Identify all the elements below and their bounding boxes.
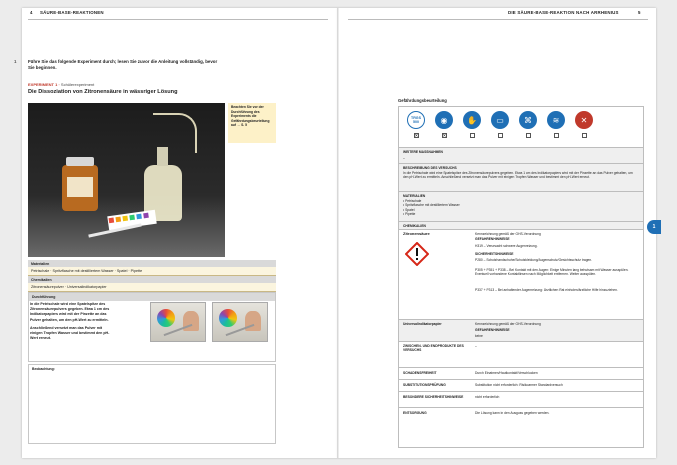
task-number: 1 bbox=[14, 59, 17, 64]
assessment-table bbox=[398, 106, 644, 448]
chemicals-heading: Chemikalien bbox=[28, 276, 276, 284]
row-materialien bbox=[399, 191, 643, 221]
experiment-label: EXPERIMENT 1 · Schülerexperiment bbox=[28, 82, 95, 87]
chem2-line3: keine bbox=[475, 334, 483, 338]
zwischen-label: ZWISCHEN- UND ENDPRODUKTE DES VERSUCHS bbox=[403, 344, 464, 353]
chemikalien-label: CHEMIKALIEN bbox=[403, 224, 426, 228]
side-note: Beachten Sie vor der Durchführung des Experiments die Gefährdungsbeurteilung auf → S. 5 bbox=[228, 103, 276, 143]
row-universalindikator bbox=[399, 319, 643, 341]
pictogram-item bbox=[433, 111, 455, 138]
pictogram-item bbox=[405, 111, 427, 138]
materialien-item: • Spatel bbox=[403, 207, 415, 212]
beschreibung-text: In die Petrischale wird eine Spatelspitze des Zitronensäurepulvers gegeben. Etwa 1 cm des Indikatorpapiers wird mit der Pinzette an das Pulver gehalten, um den pH-Wert zu ermitteln. Anschließend versetzt man das Pulver mit einigen Tropfen Wasser und bestimmt den pH-Wert erneut. bbox=[403, 171, 633, 180]
gloves-icon: ✋ bbox=[463, 111, 481, 129]
chapter-tab[interactable]: 1 bbox=[647, 220, 661, 234]
pictogram-item bbox=[489, 111, 511, 138]
ghs-exclamation-icon bbox=[405, 242, 429, 266]
chem-line5: P280 – Schutzhandschuhe/Schutzkleidung/Augenschutz/Gesichtsschutz tragen. bbox=[475, 258, 593, 262]
schaden-value: Durch Einatmen/Hautkontakt/Verschlucken bbox=[475, 371, 538, 375]
materialien-item: • Petrischale bbox=[403, 199, 422, 203]
experiment-title: Die Dissoziation von Zitronensäure in wässriger Lösung bbox=[28, 89, 178, 95]
row-zwischenprodukte bbox=[399, 341, 643, 367]
jar-label bbox=[67, 177, 93, 197]
pictogram-checkbox[interactable] bbox=[498, 133, 503, 138]
book-spine bbox=[337, 8, 339, 458]
row-beschreibung bbox=[399, 163, 643, 191]
chem-line2: GEFAHRENHINWEISE bbox=[475, 237, 510, 241]
observation-box[interactable] bbox=[28, 364, 276, 444]
chem-line1: Kennzeichnung gemäß der GHS-Verordnung bbox=[475, 232, 541, 236]
fume-hood-icon: ▭ bbox=[491, 111, 509, 129]
pictogram-checkbox[interactable] bbox=[582, 133, 587, 138]
materials-items: Petrischale · Spritzflasche mit destilliertem Wasser · Spatel · Pipette bbox=[31, 269, 143, 273]
materialien-item: • Pipette bbox=[403, 211, 416, 216]
goggles-icon: ◉ bbox=[435, 111, 453, 129]
pictogram-row bbox=[405, 111, 595, 138]
weitere-label: WEITERE MASSNAHMEN bbox=[403, 150, 443, 154]
procedure-p2: Anschließend versetzt man das Pulver mit einigen Tropfen Wasser und bestimmt den pH-Wert erneut. bbox=[30, 325, 110, 341]
procedure-text bbox=[30, 302, 114, 341]
besondere-label: BESONDERE SICHERHEITSHINWEISE bbox=[403, 395, 464, 399]
right-page-number: 5 bbox=[638, 10, 641, 15]
materialien-label: MATERIALIEN bbox=[403, 194, 426, 198]
chem2-line2: GEFAHRENHINWEISE bbox=[475, 328, 510, 332]
materials-heading: Materialien bbox=[28, 260, 276, 268]
procedure-photo-2 bbox=[212, 302, 268, 342]
pictogram-checkbox[interactable] bbox=[470, 133, 475, 138]
row-zitronensaeure bbox=[399, 229, 643, 319]
chemicals-row bbox=[28, 283, 276, 292]
observation-label: Beobachtung: bbox=[32, 367, 55, 371]
pictogram-checkbox[interactable] bbox=[554, 133, 559, 138]
assessment-title: Gefährdungsbeurteilung bbox=[398, 98, 447, 103]
pictogram-item bbox=[461, 111, 483, 138]
subst-label: SUBSTITUTIONSPRÜFUNG bbox=[403, 383, 446, 387]
chem-line6: P305 + P351 + P338 – Bei Kontakt mit den Augen: Einige Minuten lang behutsam mit Wasser ausspülen. Eventuell vorhandene Kontaktlinsen nach Möglichkeit entfernen. Weiter ausspülen. bbox=[475, 268, 629, 277]
chem2-line1: Kennzeichnung gemäß der GHS-Verordnung bbox=[475, 322, 541, 326]
row-entsorgung bbox=[399, 407, 643, 419]
row-substitution bbox=[399, 379, 643, 391]
zwischen-value: – bbox=[475, 344, 477, 348]
pictogram-item bbox=[517, 111, 539, 138]
color-chart bbox=[219, 309, 237, 327]
no-fire-icon: ✕ bbox=[575, 111, 593, 129]
fire-icon: ≋ bbox=[547, 111, 565, 129]
row-besondere bbox=[399, 391, 643, 407]
experiment-label-text: EXPERIMENT 1 bbox=[28, 82, 58, 87]
chem-line7: P337 + P313 – Bei anhaltender Augenreizung: Ärztlichen Rat einholen/ärztliche Hilfe hinzuziehen. bbox=[475, 288, 618, 292]
pictogram-checkbox[interactable]: ✕ bbox=[442, 133, 447, 138]
besondere-value: nicht erforderlich bbox=[475, 395, 500, 399]
beschreibung-label: BESCHREIBUNG DES VERSUCHS bbox=[403, 166, 457, 170]
materialien-item: • Spritzflasche mit destilliertem Wasser bbox=[403, 203, 460, 208]
weitere-value: – bbox=[403, 156, 405, 160]
ventilation-icon: ⌘ bbox=[519, 111, 537, 129]
task-text: Führe Sie das folgende Experiment durch; lesen Sie zuvor die Anleitung vollständig, bevor Sie beginnen. bbox=[28, 59, 218, 71]
entsorgung-value: Die Lösung kann in den Ausguss gegeben werden. bbox=[475, 411, 550, 415]
left-page-number: 4 bbox=[30, 10, 33, 15]
trgs-icon: TRGS 500 bbox=[407, 111, 425, 129]
materialien-list bbox=[403, 199, 460, 216]
row-weitere bbox=[399, 147, 643, 163]
materials-row bbox=[28, 267, 276, 276]
experiment-photo bbox=[28, 103, 225, 257]
pictogram-item bbox=[573, 111, 595, 138]
procedure-heading: Durchführung bbox=[29, 293, 275, 301]
procedure-photo-1 bbox=[150, 302, 206, 342]
procedure-p1: In die Petrischale wird eine Spatelspitze des Zitronensäurepulvers gegeben. Etwa 1 cm des Indikatorpapiers wird mit der Pinzette an das Pulver gehalten, um den pH-Wert zu ermitteln. bbox=[30, 302, 110, 322]
chem-line4: SICHERHEITSHINWEISE bbox=[475, 252, 514, 256]
right-running-title: DIE SÄURE-BASE-REAKTION NACH ARRHENIUS bbox=[508, 10, 619, 15]
chem-line3: H319 – Verursacht schwere Augenreizung. bbox=[475, 244, 538, 248]
experiment-type: Schülerexperiment bbox=[60, 82, 95, 87]
right-header-rule bbox=[348, 19, 648, 20]
schaden-label: SCHADENSFREIHEIT bbox=[403, 371, 437, 375]
row-chemikalien-head bbox=[399, 221, 643, 229]
pictogram-checkbox[interactable]: ✕ bbox=[414, 133, 419, 138]
row-schaden bbox=[399, 367, 643, 379]
left-header-rule bbox=[28, 19, 328, 20]
color-chart bbox=[157, 309, 175, 327]
pictogram-item bbox=[545, 111, 567, 138]
chemicals-items: Zitronensäurepulver · Universalindikatorpapier bbox=[31, 285, 107, 289]
pictogram-checkbox[interactable] bbox=[526, 133, 531, 138]
subst-value: Substitution nicht erforderlich: Risikoarmer Standardversuch bbox=[475, 383, 563, 387]
chemical-name: Zitronensäure bbox=[403, 231, 430, 236]
chemical-name: Universalindikatorpapier bbox=[403, 322, 442, 326]
left-running-title: SÄURE-BASE-REAKTIONEN bbox=[40, 10, 104, 15]
entsorgung-label: ENTSORGUNG bbox=[403, 411, 427, 415]
